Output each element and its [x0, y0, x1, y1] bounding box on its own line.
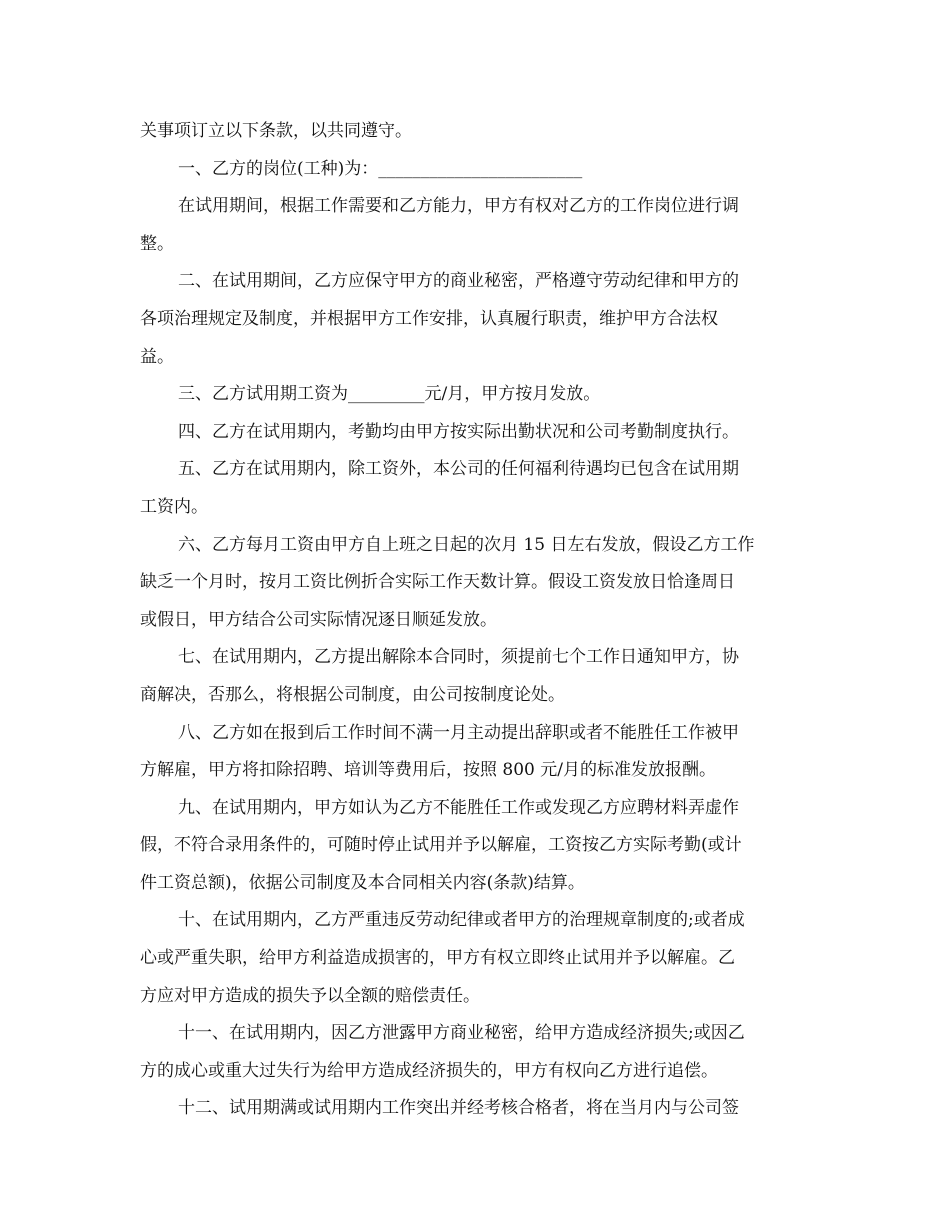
- clause-1-position: 一、乙方的岗位(工种)为：________________________: [178, 158, 583, 179]
- clause-11-compensation: 十一、在试用期内，因乙方泄露甲方商业秘密，给甲方造成经济损失;或因乙: [178, 1023, 745, 1044]
- clause-7-termination: 七、在试用期内，乙方提出解除本合同时，须提前七个工作日通知甲方，协: [178, 647, 739, 668]
- clause-6-payday: 六、乙方每月工资由甲方自上班之日起的次月 15 日左右发放，假设乙方工作: [178, 534, 755, 555]
- text-line: 方的成心或重大过失行为给甲方造成经济损失的，甲方有权向乙方进行追偿。: [140, 1060, 718, 1081]
- text-line: 关事项订立以下条款，以共同遵守。: [140, 121, 412, 141]
- clause-8-resignation: 八、乙方如在报到后工作时间不满一月主动提出辞职或者不能胜任工作被甲: [178, 722, 739, 743]
- text-line: 在试用期间，根据工作需要和乙方能力，甲方有权对乙方的工作岗位进行调: [178, 196, 739, 217]
- text-line: 方应对甲方造成的损失予以全额的赔偿责任。: [140, 985, 480, 1006]
- clause-5-benefits: 五、乙方在试用期内，除工资外，本公司的任何福利待遇均已包含在试用期: [178, 459, 739, 480]
- clause-3-salary: 三、乙方试用期工资为_________元/月，甲方按月发放。: [178, 384, 601, 405]
- text-line: 益。: [140, 346, 174, 367]
- text-line: 件工资总额)，依据公司制度及本合同相关内容(条款)结算。: [140, 872, 585, 893]
- clause-12-completion: 十二、试用期满或试用期内工作突出并经考核合格者，将在当月内与公司签: [178, 1098, 739, 1119]
- clause-10-violation: 十、在试用期内，乙方严重违反劳动纪律或者甲方的治理规章制度的;或者成: [178, 910, 745, 931]
- text-line: 商解决，否那么，将根据公司制度，由公司按制度论处。: [140, 684, 565, 705]
- clause-2-confidentiality: 二、在试用期间，乙方应保守甲方的商业秘密，严格遵守劳动纪律和甲方的: [178, 271, 739, 292]
- text-line: 缺乏一个月时，按月工资比例折合实际工作天数计算。假设工资发放日恰逢周日: [140, 572, 735, 593]
- text-line: 各项治理规定及制度，并根据甲方工作安排，认真履行职责，维护甲方合法权: [140, 308, 718, 329]
- contract-body: [140, 113, 805, 1128]
- text-line: 假，不符合录用条件的，可随时停止试用并予以解雇，工资按乙方实际考勤(或计: [140, 835, 742, 856]
- text-line: 心或严重失职，给甲方利益造成损害的，甲方有权立即终止试用并予以解雇。乙: [140, 948, 735, 969]
- clause-4-attendance: 四、乙方在试用期内，考勤均由甲方按实际出勤状况和公司考勤制度执行。: [178, 421, 739, 442]
- text-line: 方解雇，甲方将扣除招聘、培训等费用后，按照 800 元/月的标准发放报酬。: [140, 760, 716, 781]
- text-line: 或假日，甲方结合公司实际情况逐日顺延发放。: [140, 609, 497, 630]
- text-line: 整。: [140, 233, 174, 254]
- clause-9-dismissal: 九、在试用期内，甲方如认为乙方不能胜任工作或发现乙方应聘材料弄虚作: [178, 797, 739, 818]
- text-line: 工资内。: [140, 496, 208, 517]
